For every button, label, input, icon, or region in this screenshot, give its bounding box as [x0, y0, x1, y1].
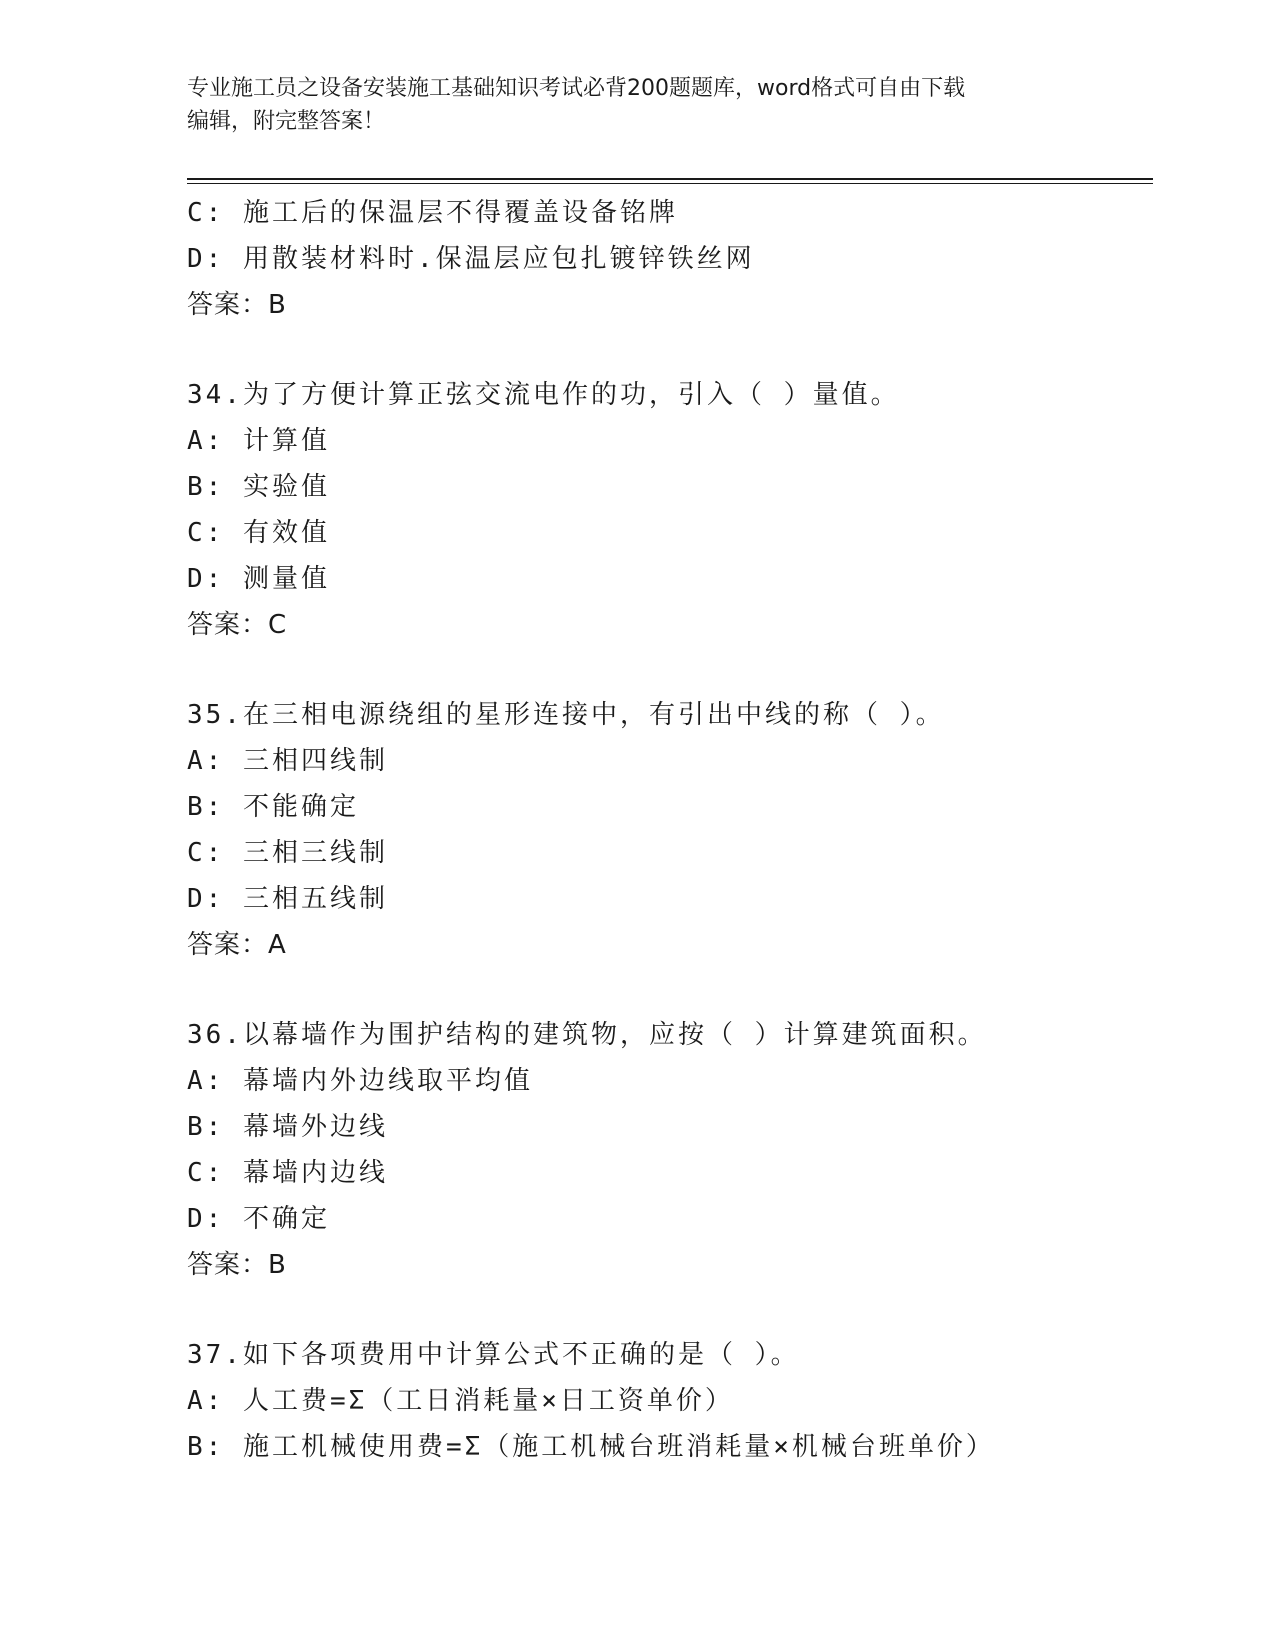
option-line: B: 不能确定 [187, 792, 359, 822]
answer-line: 答案：C [187, 610, 288, 640]
option-line: B: 施工机械使用费=Σ（施工机械台班消耗量×机械台班单价） [187, 1432, 995, 1462]
option-line: C: 有效值 [187, 518, 330, 548]
spacer [187, 648, 1153, 692]
option-line: D: 用散装材料时.保温层应包扎镀锌铁丝网 [187, 244, 755, 274]
header-divider-thin [187, 183, 1153, 184]
option-line: C: 施工后的保温层不得覆盖设备铭牌 [187, 198, 678, 228]
question-block [187, 1012, 1153, 1288]
question-text: 35.在三相电源绕组的星形连接中，有引出中线的称（ ）。 [187, 700, 945, 730]
header-divider-thick [187, 178, 1153, 180]
question-block [187, 372, 1153, 648]
option-line: A: 人工费=Σ（工日消耗量×日工资单价） [187, 1386, 734, 1416]
question-block [187, 692, 1153, 968]
option-line: D: 三相五线制 [187, 884, 388, 914]
option-line: D: 测量值 [187, 564, 330, 594]
option-line: B: 幕墙外边线 [187, 1112, 388, 1142]
spacer [187, 328, 1153, 372]
question-block [187, 190, 1153, 328]
spacer [187, 1288, 1153, 1332]
question-text: 34.为了方便计算正弦交流电作的功，引入（ ）量值。 [187, 380, 900, 410]
option-line: C: 三相三线制 [187, 838, 388, 868]
option-line: A: 三相四线制 [187, 746, 388, 776]
question-block [187, 1332, 1153, 1470]
option-line: A: 计算值 [187, 426, 330, 456]
document-header [187, 72, 1087, 138]
answer-line: 答案：B [187, 290, 287, 320]
header-title-line-2: 编辑，附完整答案！ [187, 109, 386, 134]
option-line: A: 幕墙内外边线取平均值 [187, 1066, 533, 1096]
answer-line: 答案：B [187, 1250, 287, 1280]
spacer [187, 968, 1153, 1012]
option-line: B: 实验值 [187, 472, 330, 502]
question-text: 36.以幕墙作为围护结构的建筑物，应按（ ）计算建筑面积。 [187, 1020, 987, 1050]
question-text: 37.如下各项费用中计算公式不正确的是（ ）。 [187, 1340, 800, 1370]
answer-line: 答案：A [187, 930, 287, 960]
question-list [187, 190, 1153, 1470]
option-line: D: 不确定 [187, 1204, 330, 1234]
option-line: C: 幕墙内边线 [187, 1158, 388, 1188]
header-title-line-1: 专业施工员之设备安装施工基础知识考试必背200题题库，word格式可自由下载 [187, 76, 966, 101]
